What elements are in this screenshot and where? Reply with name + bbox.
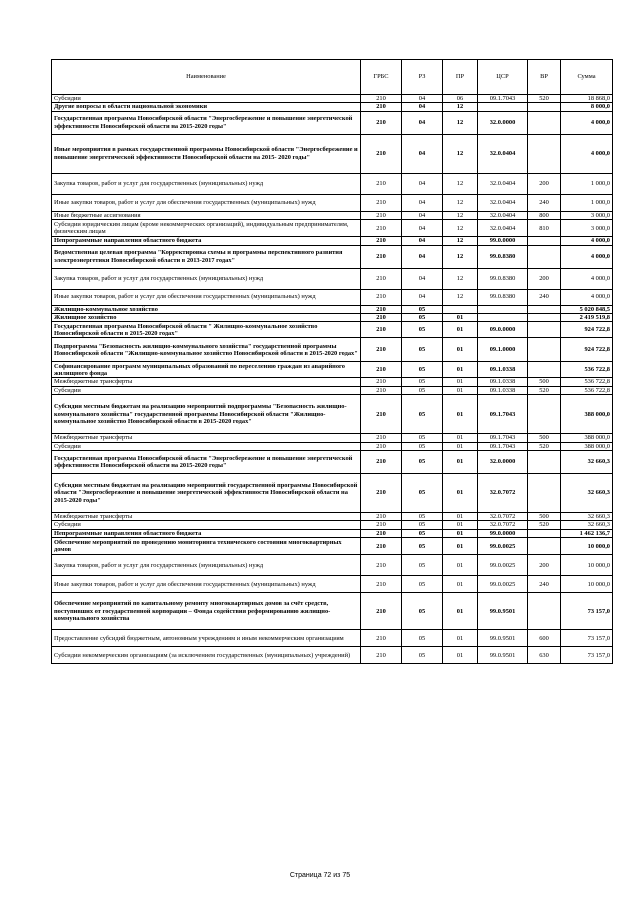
cell-name: Межбюджетные трансферты xyxy=(52,513,361,521)
header-vr: ВР xyxy=(528,60,561,95)
cell-pr xyxy=(443,305,478,313)
table-row xyxy=(52,529,613,537)
cell-pr: 01 xyxy=(443,362,478,378)
cell-csr: 32.0.0000 xyxy=(478,111,528,134)
cell-grbs: 210 xyxy=(361,305,402,313)
cell-rz: 05 xyxy=(402,322,443,338)
cell-sum: 1 000,0 xyxy=(561,194,613,211)
cell-rz: 04 xyxy=(402,111,443,134)
cell-grbs: 210 xyxy=(361,434,402,442)
header-rz: РЗ xyxy=(402,60,443,95)
header-name: Наименование xyxy=(52,60,361,95)
table-row xyxy=(52,647,613,664)
cell-grbs: 210 xyxy=(361,474,402,513)
cell-csr: 32.0.7072 xyxy=(478,513,528,521)
cell-rz: 04 xyxy=(402,173,443,194)
cell-name: Субсидии некоммерческим организациям (за исключением государственных (муниципальных) учреждений) xyxy=(52,647,361,664)
cell-csr: 99.0.8380 xyxy=(478,245,528,268)
cell-name: Другие вопросы в области национальной экономики xyxy=(52,103,361,111)
cell-vr: 810 xyxy=(528,220,561,237)
cell-csr: 09.1.7043 xyxy=(478,95,528,103)
cell-sum: 10 000,0 xyxy=(561,576,613,593)
cell-sum: 32 660,3 xyxy=(561,521,613,529)
cell-rz: 04 xyxy=(402,95,443,103)
cell-csr: 32.0.0404 xyxy=(478,211,528,219)
cell-rz: 05 xyxy=(402,314,443,322)
cell-sum: 4 000,0 xyxy=(561,111,613,134)
cell-rz: 04 xyxy=(402,194,443,211)
table-row xyxy=(52,362,613,378)
cell-pr: 01 xyxy=(443,395,478,434)
cell-vr xyxy=(528,451,561,474)
cell-vr: 630 xyxy=(528,647,561,664)
cell-rz: 05 xyxy=(402,378,443,386)
table-row xyxy=(52,451,613,474)
table-row xyxy=(52,513,613,521)
cell-name: Иные бюджетные ассигнования xyxy=(52,211,361,219)
cell-csr: 32.0.0404 xyxy=(478,220,528,237)
cell-sum: 536 722,8 xyxy=(561,362,613,378)
table-row xyxy=(52,305,613,313)
cell-pr: 12 xyxy=(443,211,478,219)
table-row xyxy=(52,314,613,322)
table-row xyxy=(52,521,613,529)
table-row xyxy=(52,630,613,647)
cell-pr: 01 xyxy=(443,451,478,474)
cell-name: Субсидии xyxy=(52,442,361,450)
cell-vr xyxy=(528,474,561,513)
cell-csr xyxy=(478,305,528,313)
cell-vr: 520 xyxy=(528,521,561,529)
cell-grbs: 210 xyxy=(361,289,402,305)
cell-grbs: 210 xyxy=(361,593,402,630)
cell-name: Жилищно-коммунальное хозяйство xyxy=(52,305,361,313)
cell-grbs: 210 xyxy=(361,630,402,647)
cell-grbs: 210 xyxy=(361,521,402,529)
cell-rz: 05 xyxy=(402,451,443,474)
table-row xyxy=(52,538,613,555)
cell-grbs: 210 xyxy=(361,529,402,537)
cell-name: Непрограммные направления областного бюджета xyxy=(52,529,361,537)
cell-name: Закупка товаров, работ и услуг для государственных (муниципальных) нужд xyxy=(52,268,361,289)
cell-vr: 240 xyxy=(528,576,561,593)
table-row xyxy=(52,268,613,289)
cell-name: Межбюджетные трансферты xyxy=(52,378,361,386)
cell-sum: 1 000,0 xyxy=(561,173,613,194)
cell-sum: 4 000,0 xyxy=(561,289,613,305)
cell-name: Жилищное хозяйство xyxy=(52,314,361,322)
cell-grbs: 210 xyxy=(361,338,402,362)
cell-vr xyxy=(528,538,561,555)
budget-table xyxy=(51,59,613,664)
cell-rz: 04 xyxy=(402,103,443,111)
cell-name: Межбюджетные трансферты xyxy=(52,434,361,442)
cell-rz: 05 xyxy=(402,555,443,576)
cell-grbs: 210 xyxy=(361,194,402,211)
cell-grbs: 210 xyxy=(361,245,402,268)
cell-grbs: 210 xyxy=(361,322,402,338)
cell-name: Субсидии xyxy=(52,386,361,394)
cell-name: Софинансирование программ муниципальных образований по переселению граждан из аварийного жилищного фонда xyxy=(52,362,361,378)
cell-name: Непрограммные направления областного бюджета xyxy=(52,237,361,245)
cell-pr: 01 xyxy=(443,442,478,450)
table-row xyxy=(52,474,613,513)
cell-csr: 32.0.7072 xyxy=(478,521,528,529)
cell-pr: 01 xyxy=(443,647,478,664)
cell-vr xyxy=(528,322,561,338)
cell-pr: 01 xyxy=(443,555,478,576)
cell-grbs: 210 xyxy=(361,173,402,194)
cell-name: Иные закупки товаров, работ и услуг для обеспечения государственных (муниципальных) нужд xyxy=(52,289,361,305)
cell-sum: 388 000,0 xyxy=(561,395,613,434)
cell-rz: 05 xyxy=(402,362,443,378)
cell-rz: 05 xyxy=(402,338,443,362)
cell-grbs: 210 xyxy=(361,95,402,103)
cell-name: Иные закупки товаров, работ и услуг для обеспечения государственных (муниципальных) нужд xyxy=(52,194,361,211)
header-grbs: ГРБС xyxy=(361,60,402,95)
cell-rz: 05 xyxy=(402,576,443,593)
cell-pr: 12 xyxy=(443,111,478,134)
cell-sum: 388 000,0 xyxy=(561,442,613,450)
cell-pr: 01 xyxy=(443,630,478,647)
cell-pr: 01 xyxy=(443,474,478,513)
table-row xyxy=(52,111,613,134)
cell-rz: 04 xyxy=(402,245,443,268)
cell-rz: 05 xyxy=(402,442,443,450)
cell-sum: 10 000,0 xyxy=(561,555,613,576)
cell-sum: 536 722,8 xyxy=(561,378,613,386)
cell-vr xyxy=(528,362,561,378)
cell-vr: 800 xyxy=(528,211,561,219)
cell-csr: 99.0.8380 xyxy=(478,268,528,289)
cell-pr: 01 xyxy=(443,378,478,386)
cell-name: Субсидии xyxy=(52,521,361,529)
cell-vr: 500 xyxy=(528,513,561,521)
cell-sum: 5 020 848,5 xyxy=(561,305,613,313)
cell-vr: 240 xyxy=(528,289,561,305)
cell-rz: 04 xyxy=(402,268,443,289)
cell-csr: 09.1.7043 xyxy=(478,442,528,450)
cell-rz: 05 xyxy=(402,386,443,394)
cell-csr: 99.0.0025 xyxy=(478,576,528,593)
cell-name: Подпрограмма "Безопасность жилищно-коммунального хозяйства" государственной программы Новосибирской области "Жилищно-коммунальное хозяйство Новосибирской области в 2015-2020 годах" xyxy=(52,338,361,362)
cell-grbs: 210 xyxy=(361,237,402,245)
cell-csr xyxy=(478,103,528,111)
cell-pr: 01 xyxy=(443,338,478,362)
cell-sum: 3 000,0 xyxy=(561,211,613,219)
cell-csr: 32.0.0000 xyxy=(478,451,528,474)
cell-name: Субсидии юридическим лицам (кроме некоммерческих организаций), индивидуальным предпринимателям, физическим лицам xyxy=(52,220,361,237)
cell-rz: 05 xyxy=(402,521,443,529)
cell-grbs: 210 xyxy=(361,647,402,664)
cell-vr: 200 xyxy=(528,268,561,289)
cell-vr: 500 xyxy=(528,434,561,442)
cell-name: Субсидии местным бюджетам на реализацию мероприятий подпрограммы "Безопасность жилищно-коммунального хозяйства" государственной программы Новосибирской области "Жилищно-коммунальное хозяйство Новосибирской области в 2015-2020 годах" xyxy=(52,395,361,434)
cell-rz: 05 xyxy=(402,630,443,647)
cell-vr: 240 xyxy=(528,194,561,211)
cell-vr xyxy=(528,134,561,173)
cell-vr: 520 xyxy=(528,442,561,450)
cell-grbs: 210 xyxy=(361,513,402,521)
cell-pr: 01 xyxy=(443,386,478,394)
cell-pr: 01 xyxy=(443,576,478,593)
cell-csr: 99.0.0025 xyxy=(478,555,528,576)
cell-csr: 99.0.0000 xyxy=(478,529,528,537)
cell-name: Закупка товаров, работ и услуг для государственных (муниципальных) нужд xyxy=(52,555,361,576)
cell-grbs: 210 xyxy=(361,362,402,378)
cell-vr: 600 xyxy=(528,630,561,647)
cell-rz: 05 xyxy=(402,538,443,555)
cell-sum: 32 660,3 xyxy=(561,451,613,474)
cell-rz: 05 xyxy=(402,474,443,513)
cell-sum: 4 000,0 xyxy=(561,134,613,173)
cell-vr xyxy=(528,395,561,434)
cell-vr: 520 xyxy=(528,95,561,103)
cell-csr: 99.0.0025 xyxy=(478,538,528,555)
table-row xyxy=(52,289,613,305)
cell-pr: 12 xyxy=(443,134,478,173)
cell-csr: 09.1.7043 xyxy=(478,434,528,442)
cell-rz: 05 xyxy=(402,513,443,521)
cell-sum: 8 000,0 xyxy=(561,103,613,111)
header-sum: Сумма xyxy=(561,60,613,95)
cell-sum: 4 000,0 xyxy=(561,268,613,289)
cell-name: Иные мероприятия в рамках государственной программы Новосибирской области "Энергосбережение и повышение энергетической эффективности Новосибирской области на 2015- 2020 годы" xyxy=(52,134,361,173)
cell-csr: 32.0.0404 xyxy=(478,194,528,211)
cell-vr xyxy=(528,305,561,313)
table-row xyxy=(52,194,613,211)
table-row xyxy=(52,434,613,442)
table-row xyxy=(52,322,613,338)
cell-sum: 32 660,3 xyxy=(561,474,613,513)
table-row xyxy=(52,442,613,450)
cell-vr: 520 xyxy=(528,386,561,394)
cell-vr xyxy=(528,593,561,630)
table-row xyxy=(52,134,613,173)
cell-csr: 99.0.9501 xyxy=(478,630,528,647)
cell-name: Обеспечение мероприятий по проведению мониторинга технического состояния многоквартирных домов xyxy=(52,538,361,555)
cell-csr: 09.1.0338 xyxy=(478,378,528,386)
cell-pr: 01 xyxy=(443,314,478,322)
cell-csr: 32.0.0404 xyxy=(478,173,528,194)
cell-pr: 01 xyxy=(443,529,478,537)
cell-pr: 06 xyxy=(443,95,478,103)
cell-pr: 12 xyxy=(443,220,478,237)
cell-sum: 73 157,0 xyxy=(561,647,613,664)
cell-sum: 388 000,0 xyxy=(561,434,613,442)
cell-pr: 01 xyxy=(443,434,478,442)
cell-sum: 3 000,0 xyxy=(561,220,613,237)
cell-name: Субсидии местным бюджетам на реализацию мероприятий государственной программы Новосибирской области "Энергосбережение и повышение энергетической эффективности Новосибирской области на 2015-2020 годы" xyxy=(52,474,361,513)
cell-name: Государственная программа Новосибирской области "Энергосбережение и повышение энергетической эффективности Новосибирской области на 2015-2020 годы" xyxy=(52,111,361,134)
cell-name: Иные закупки товаров, работ и услуг для обеспечения государственных (муниципальных) нужд xyxy=(52,576,361,593)
cell-vr xyxy=(528,245,561,268)
cell-sum: 73 157,0 xyxy=(561,593,613,630)
cell-sum: 1 462 136,7 xyxy=(561,529,613,537)
cell-vr xyxy=(528,529,561,537)
cell-pr: 12 xyxy=(443,245,478,268)
cell-grbs: 210 xyxy=(361,314,402,322)
cell-vr xyxy=(528,111,561,134)
cell-sum: 924 722,8 xyxy=(561,322,613,338)
table-row xyxy=(52,95,613,103)
cell-pr: 12 xyxy=(443,268,478,289)
cell-pr: 01 xyxy=(443,521,478,529)
cell-grbs: 210 xyxy=(361,103,402,111)
cell-pr: 12 xyxy=(443,173,478,194)
cell-grbs: 210 xyxy=(361,395,402,434)
cell-vr: 200 xyxy=(528,173,561,194)
cell-grbs: 210 xyxy=(361,268,402,289)
table-row xyxy=(52,576,613,593)
cell-name: Государственная программа Новосибирской области "Энергосбережение и повышение энергетической эффективности Новосибирской области на 2015-2020 годы" xyxy=(52,451,361,474)
cell-pr: 12 xyxy=(443,237,478,245)
cell-csr: 32.0.0404 xyxy=(478,134,528,173)
cell-grbs: 210 xyxy=(361,538,402,555)
cell-rz: 05 xyxy=(402,395,443,434)
cell-vr: 200 xyxy=(528,555,561,576)
cell-sum: 10 000,0 xyxy=(561,538,613,555)
table-row xyxy=(52,237,613,245)
cell-rz: 04 xyxy=(402,289,443,305)
cell-csr: 09.1.0338 xyxy=(478,362,528,378)
cell-pr: 01 xyxy=(443,513,478,521)
cell-vr: 500 xyxy=(528,378,561,386)
cell-rz: 05 xyxy=(402,647,443,664)
cell-pr: 01 xyxy=(443,322,478,338)
cell-name: Субсидии xyxy=(52,95,361,103)
cell-sum: 536 722,8 xyxy=(561,386,613,394)
cell-pr: 01 xyxy=(443,593,478,630)
table-row xyxy=(52,103,613,111)
cell-rz: 05 xyxy=(402,434,443,442)
cell-rz: 05 xyxy=(402,305,443,313)
cell-csr: 99.0.8380 xyxy=(478,289,528,305)
cell-sum: 32 660,3 xyxy=(561,513,613,521)
cell-sum: 2 419 519,8 xyxy=(561,314,613,322)
cell-csr: 99.0.9501 xyxy=(478,593,528,630)
cell-csr: 09.1.7043 xyxy=(478,395,528,434)
cell-csr xyxy=(478,314,528,322)
cell-csr: 99.0.9501 xyxy=(478,647,528,664)
cell-rz: 04 xyxy=(402,211,443,219)
table-row xyxy=(52,378,613,386)
cell-csr: 09.0.0000 xyxy=(478,322,528,338)
cell-pr: 01 xyxy=(443,538,478,555)
cell-grbs: 210 xyxy=(361,111,402,134)
cell-rz: 04 xyxy=(402,134,443,173)
table-row xyxy=(52,338,613,362)
cell-pr: 12 xyxy=(443,194,478,211)
cell-sum: 4 000,0 xyxy=(561,245,613,268)
cell-grbs: 210 xyxy=(361,378,402,386)
header-csr: ЦСР xyxy=(478,60,528,95)
cell-vr xyxy=(528,237,561,245)
table-row xyxy=(52,245,613,268)
cell-vr xyxy=(528,314,561,322)
table-row xyxy=(52,386,613,394)
table-row xyxy=(52,593,613,630)
cell-grbs: 210 xyxy=(361,576,402,593)
cell-vr xyxy=(528,103,561,111)
cell-csr: 09.1.0000 xyxy=(478,338,528,362)
cell-rz: 04 xyxy=(402,220,443,237)
cell-pr: 12 xyxy=(443,289,478,305)
cell-sum: 18 868,0 xyxy=(561,95,613,103)
table-row xyxy=(52,173,613,194)
cell-csr: 09.1.0338 xyxy=(478,386,528,394)
cell-name: Закупка товаров, работ и услуг для государственных (муниципальных) нужд xyxy=(52,173,361,194)
cell-name: Обеспечение мероприятий по капитальному ремонту многоквартирных домов за счёт средств, поступивших от государственной корпорации – Фонда содействия реформированию жилищно-коммунального хозяйства xyxy=(52,593,361,630)
cell-pr: 12 xyxy=(443,103,478,111)
cell-grbs: 210 xyxy=(361,451,402,474)
cell-sum: 73 157,0 xyxy=(561,630,613,647)
cell-sum: 4 000,0 xyxy=(561,237,613,245)
cell-rz: 05 xyxy=(402,593,443,630)
table-header-row xyxy=(52,60,613,95)
cell-vr xyxy=(528,338,561,362)
table-row xyxy=(52,555,613,576)
cell-sum: 924 722,8 xyxy=(561,338,613,362)
cell-grbs: 210 xyxy=(361,220,402,237)
cell-name: Ведомственная целевая программа "Корректировка схемы и программы перспективного развития электроэнергетики Новосибирской области в 2013-2017 годах" xyxy=(52,245,361,268)
cell-grbs: 210 xyxy=(361,386,402,394)
cell-grbs: 210 xyxy=(361,134,402,173)
cell-name: Государственная программа Новосибирской области " Жилищно-коммунальное хозяйство Новосибирской области в 2015-2020 годах" xyxy=(52,322,361,338)
table-row xyxy=(52,395,613,434)
cell-rz: 04 xyxy=(402,237,443,245)
cell-grbs: 210 xyxy=(361,442,402,450)
cell-csr: 99.0.0000 xyxy=(478,237,528,245)
table-row xyxy=(52,211,613,219)
cell-csr: 32.0.7072 xyxy=(478,474,528,513)
page-number: Страница 72 из 75 xyxy=(289,872,351,879)
cell-grbs: 210 xyxy=(361,555,402,576)
header-pr: ПР xyxy=(443,60,478,95)
cell-name: Предоставление субсидий бюджетным, автономным учреждениям и иным некоммерческим организациям xyxy=(52,630,361,647)
table-row xyxy=(52,220,613,237)
cell-grbs: 210 xyxy=(361,211,402,219)
cell-rz: 05 xyxy=(402,529,443,537)
